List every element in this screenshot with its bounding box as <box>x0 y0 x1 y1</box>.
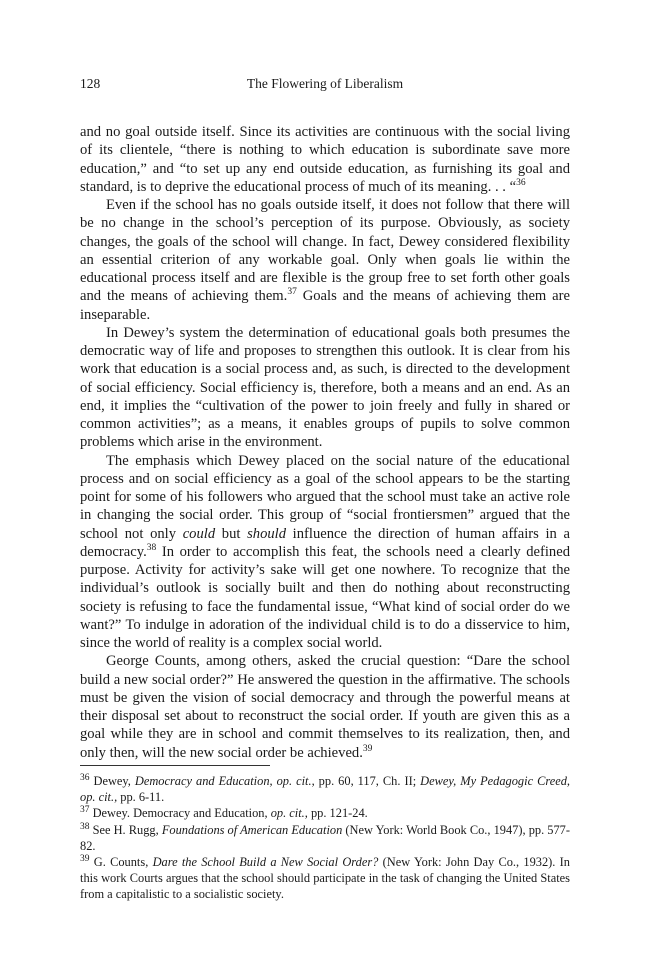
footnote-37: $^{37}$ Dewey. Democracy and Education, op. cit., pp. 121-24. <box>80 805 368 821</box>
footnote-ref-39: 39 <box>362 743 373 754</box>
body-text <box>80 123 570 762</box>
footnote-rule <box>80 765 270 766</box>
page-number: 128 <box>80 76 101 91</box>
paragraph-5: George Counts, among others, asked the crucial question: “Dare the school build a new social order?” He answered the question in the affirmative. The schools must be given the vision of social democracy and through the powerful means at their disposal set about to reconstruct the social order. If youth are given this as a goal while they are in school and commit themselves to its realization, then, and only then, will the new social order be achieved.$^{39}$ <box>80 653 570 761</box>
paragraph-2: Even if the school has no goals outside itself, it does not follow that there will be no change in the school’s perception of its purpose. Obviously, as society changes, the goals of the school will change. In fact, Dewey considered flexibility an essential criterion of any workable goal. Only when goals lie within the educational process itself and are flexible is the group free to set forth other goals and the means of achieving them.$^{37}$ Goals and the means of achieving them are inseparable. <box>80 197 570 323</box>
footnote-36: $^{36}$ Dewey, Democracy and Education, op. cit., pp. 60, 117, Ch. II; Dewey, My Pedagogic Creed, op. cit., pp. 6-11. <box>80 772 570 805</box>
page-header <box>80 76 570 96</box>
paragraph-4: The emphasis which Dewey placed on the social nature of the educational process and on social efficiency as a goal of the school appears to be the starting point for some of his followers who argued that the school must take an active role in changing the social order. This group of “social frontiersmen” argued that the school not only could but should influence the direction of human affairs in a democracy.$^{38}$ In order to accomplish this feat, the schools need a clearly defined purpose. Activity for activity’s sake will get one nowhere. To recognize that the individual’s outlook is socially built and then do nothing about reconstructing society is refusing to face the fundamental issue, “What kind of social order do we want?” To indulge in adoration of the individual child is to do a disservice to him, since the world of reality is a complex social world. <box>80 452 570 651</box>
paragraph-3: In Dewey’s system the determination of educational goals both presumes the democratic way of life and proposes to strengthen this outlook. It is clear from his work that education is a social process and, as such, is directed to the development of social efficiency. Social efficiency is, therefore, both a means and an end. As an end, it implies the “cultivation of the power to join freely and fully in shared or common activities”; as a means, it enables groups of pupils to solve common problems which arise in the environment. <box>80 324 570 451</box>
footnote-39: $^{39}$ G. Counts, Dare the School Build a New Social Order? (New York: John Day Co., 1932). In this work Courts argues that the school should participate in the task of changing the United States from a capitalistic to a socialistic society. <box>80 853 570 902</box>
running-title: The Flowering of Liberalism <box>246 76 404 91</box>
footnote-ref-38: 38 <box>146 542 157 553</box>
paragraph-1: and no goal outside itself. Since its activities are continuous with the social living of its clientele, “there is nothing to which education is subordinate save more education,” and “to set up any end outside education, as furnishing its goal and standard, is to deprive the educational process of much of its meaning. . . “$^{36}$ <box>80 124 570 195</box>
footnotes <box>80 773 570 903</box>
footnote-ref-37: 37 <box>287 287 297 298</box>
footnote-ref-36: 36 <box>516 177 526 188</box>
footnote-38: $^{38}$ See H. Rugg, Foundations of American Education (New York: World Book Co., 1947), pp. 577-82. <box>80 821 571 853</box>
